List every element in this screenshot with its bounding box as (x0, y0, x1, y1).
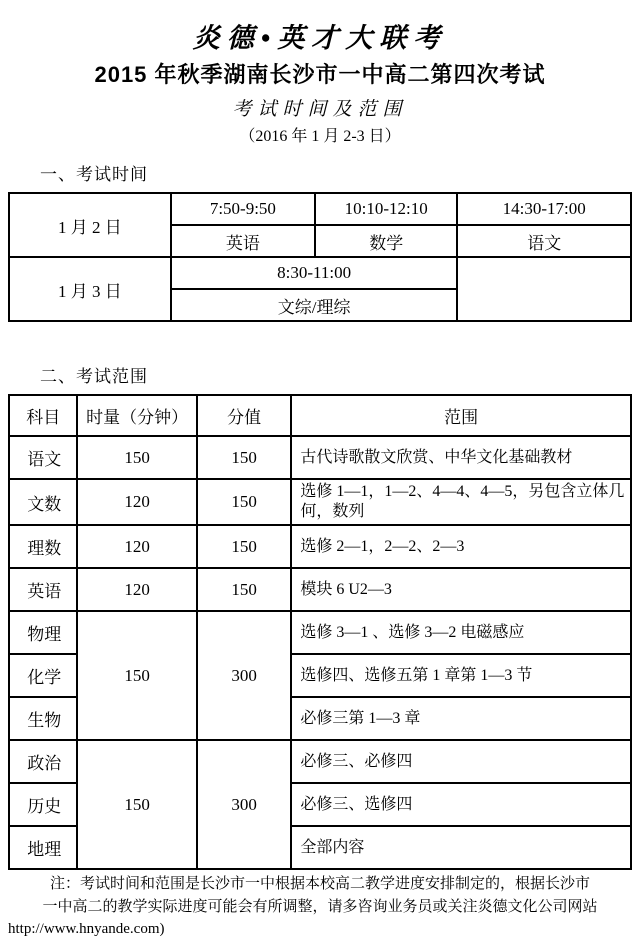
subject-cell: 理数 (9, 525, 77, 568)
score-cell: 150 (197, 525, 292, 568)
duration-cell: 120 (77, 568, 196, 611)
duration-cell-arts-group: 150 (77, 740, 196, 869)
range-cell: 必修三第 1—3 章 (291, 697, 631, 740)
col-header-score: 分值 (197, 395, 292, 436)
schedule-subject-cell: 文综/理综 (171, 289, 458, 321)
schedule-empty-cell (457, 257, 631, 321)
range-cell: 必修三、选修四 (291, 783, 631, 826)
document-page (0, 22, 640, 941)
col-header-range: 范围 (291, 395, 631, 436)
footnote-line: 注：考试时间和范围是长沙市一中根据本校高二教学进度安排制定的，根据长沙市 (49, 875, 590, 893)
schedule-row-day1-times (9, 193, 631, 225)
col-header-duration: 时量（分钟） (77, 395, 196, 436)
subject-cell: 文数 (9, 479, 77, 525)
duration-cell-science-group: 150 (77, 611, 196, 740)
exam-title: 2015 年秋季湖南长沙市一中高二第四次考试 (94, 62, 546, 88)
schedule-date-day1: 1 月 2 日 (9, 193, 171, 257)
score-cell: 150 (197, 568, 292, 611)
score-cell-science-group: 300 (197, 611, 292, 740)
range-cell: 选修四、选修五第 1 章第 1—3 节 (291, 654, 631, 697)
schedule-time-cell: 8:30-11:00 (171, 257, 458, 289)
table-row-english (9, 568, 631, 611)
exam-subtitle: 考试时间及范围 (232, 98, 408, 120)
schedule-time-cell: 10:10-12:10 (315, 193, 457, 225)
subject-cell: 化学 (9, 654, 77, 697)
footnote-line: 一中高二的教学实际进度可能会有所调整，请多咨询业务员或关注炎德文化公司网站 (42, 897, 598, 915)
schedule-date-day2: 1 月 3 日 (9, 257, 171, 321)
section-heading-exam-time: 一、考试时间 (40, 165, 148, 185)
score-cell: 150 (197, 479, 292, 525)
range-cell: 选修 1—1，1—2、4—4、4—5，另包含立体几何，数列 (291, 479, 631, 525)
scope-table (8, 394, 632, 870)
duration-cell: 120 (77, 525, 196, 568)
subject-cell: 政治 (9, 740, 77, 783)
subject-cell: 物理 (9, 611, 77, 654)
schedule-table (8, 192, 632, 322)
footnote (8, 873, 632, 941)
schedule-row-day2-times (9, 257, 631, 289)
subject-cell: 地理 (9, 826, 77, 869)
table-row-politics (9, 740, 631, 783)
brand-title: 炎德•英才大联考 (192, 23, 448, 53)
range-cell: 全部内容 (291, 826, 631, 869)
table-row-liberal-math (9, 479, 631, 525)
schedule-subject-cell: 语文 (457, 225, 631, 257)
score-cell-arts-group: 300 (197, 740, 292, 869)
table-row-chinese (9, 436, 631, 479)
schedule-time-cell: 7:50-9:50 (171, 193, 315, 225)
duration-cell: 120 (77, 479, 196, 525)
duration-cell: 150 (77, 436, 196, 479)
table-row-physics (9, 611, 631, 654)
subject-cell: 历史 (9, 783, 77, 826)
range-cell: 选修 3—1 、选修 3—2 电磁感应 (291, 611, 631, 654)
col-header-subject: 科目 (9, 395, 77, 436)
table-row-science-math (9, 525, 631, 568)
section-heading-exam-scope: 二、考试范围 (40, 367, 148, 387)
subject-cell: 语文 (9, 436, 77, 479)
exam-date-range: （2016 年 1 月 2-3 日） (239, 127, 401, 145)
range-cell: 必修三、必修四 (291, 740, 631, 783)
range-cell: 选修 2—1，2—2、2—3 (291, 525, 631, 568)
range-cell: 古代诗歌散文欣赏、中华文化基础教材 (291, 436, 631, 479)
score-cell: 150 (197, 436, 292, 479)
subject-cell: 生物 (9, 697, 77, 740)
schedule-subject-cell: 英语 (171, 225, 315, 257)
range-cell: 模块 6 U2—3 (291, 568, 631, 611)
footnote-url: http://www.hnyande.com) (8, 921, 165, 938)
scope-header-row (9, 395, 631, 436)
schedule-time-cell: 14:30-17:00 (457, 193, 631, 225)
subject-cell: 英语 (9, 568, 77, 611)
schedule-subject-cell: 数学 (315, 225, 457, 257)
